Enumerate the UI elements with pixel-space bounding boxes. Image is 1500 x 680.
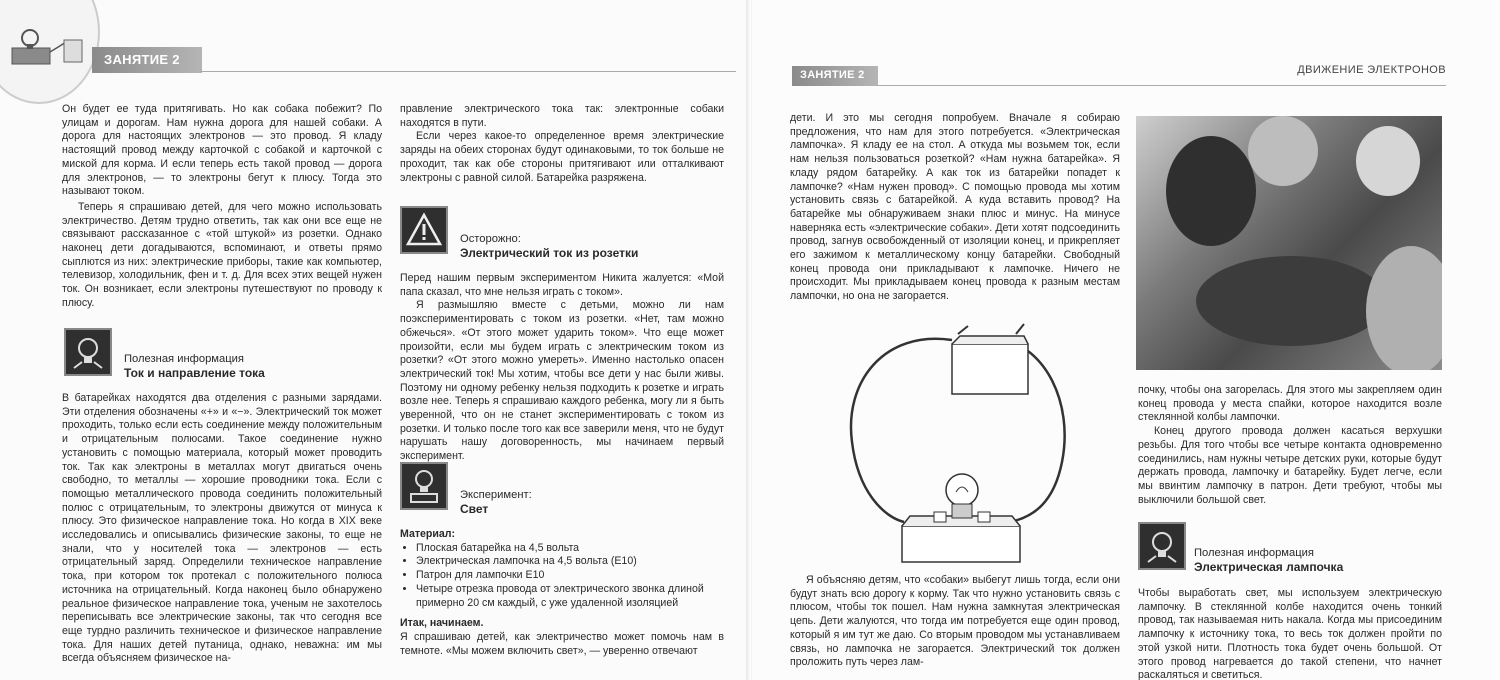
lesson-tag-band bbox=[792, 66, 878, 86]
left-column-2 bbox=[400, 103, 724, 185]
list-item: • Электрическая лампочка на 4,5 вольта (Е10) bbox=[416, 555, 724, 569]
right-column-2-cont bbox=[1138, 587, 1442, 680]
paragraph: Конец другого провода должен касаться верхушки резьбы. Для того чтобы все четыре контакта одновременно соединились, нам нужны четыре детских руки, которые будут держать провода, лампочку и батарейку. Будет легче, если мы ввинтим лампочку в патрон. Дети требуют, чтобы мы выключили большой свет. bbox=[1138, 425, 1442, 506]
paragraph: Я спрашиваю детей, как электричество может помочь нам в темноте. «Мы можем включить свет», — уверенно отвечают bbox=[400, 630, 724, 657]
right-column-1 bbox=[790, 112, 1120, 304]
right-column-2 bbox=[1138, 384, 1442, 507]
warning-heading bbox=[460, 232, 638, 261]
paragraph: Перед нашим первым экспериментом Никита жалуется: «Мой папа сказал, что мне нельзя играть с током». bbox=[400, 272, 724, 298]
paragraph: Теперь я спрашиваю детей, для чего можно использовать электричество. Детям трудно ответить, так как они все еще не связывают рассказанное с «той штукой» из розетки. Однако наконец дети догадываются, вспоминают, и ответы прямо сыплются из них: электрические приборы, такие как компьютер, телевизор, холодильник, фен и т. д. Для всех этих вещей нужен ток. Он возникает, если электроны путешествуют по проводу к плюсу. bbox=[62, 200, 382, 309]
warning-icon bbox=[400, 206, 448, 254]
info-title: Электрическая лампочка bbox=[1194, 560, 1344, 574]
right-column-1-cont bbox=[790, 574, 1120, 670]
materials-list bbox=[400, 542, 724, 611]
warning-title: Электрический ток из розетки bbox=[460, 246, 639, 260]
right-page bbox=[752, 0, 1500, 680]
paragraph: Он будет ее туда притягивать. Но как собака побежит? По улицам и дорогам. Нам нужна дорога для нашей собаки. А дорога для настоящих электронов — это провод. Я кладу настоящий провод между карточкой с собакой и карточкой с миской для корма. И если теперь есть такой провод — дорога для электронов, — то электроны бегут к плюсу. Тогда это называют током. bbox=[62, 103, 382, 198]
left-column-2-cont bbox=[400, 272, 724, 464]
info-box-heading bbox=[124, 352, 265, 381]
left-column-1 bbox=[62, 103, 382, 311]
paragraph: почку, чтобы она загорелась. Для этого мы закрепляем один конец провода у места спайки, которое находится возле стеклянной колбы лампочки. bbox=[1138, 384, 1442, 424]
experiment-title: Свет bbox=[460, 502, 489, 516]
info-title: Ток и направление тока bbox=[124, 366, 265, 380]
running-title: ДВИЖЕНИЕ ЭЛЕКТРОНОВ bbox=[1297, 64, 1446, 76]
info-bulb-icon bbox=[64, 328, 112, 376]
paragraph: Я размышляю вместе с детьми, можно ли нам поэкспериментировать с током из розетки. «Нет, там можно обжечься». «От этого может ударить током». Что еще может произойти, если мы будем играть с электрическим током из розетки? «От этого можно умереть». Именно настолько опасен электрический ток! Мы хотим, чтобы все дети у нас были живы. Поэтому ни одному ребенку нельзя подходить к розетке и играть возле нее. Теперь я спрашиваю каждого ребенка, могу ли я быть уверенной, что он не станет экспериментировать с током из розетки. И только после того как все заверили меня, что не будут нарушать нашу договоренность, мы начинаем первый эксперимент. bbox=[400, 299, 724, 463]
header-rule bbox=[878, 85, 1446, 86]
paragraph: Я объясняю детям, что «собаки» выбегут лишь тогда, если они будут знать всю дорогу к корму. Так что нужно установить связь с плюсом, чтобы ток пошел. Нам нужна замкнутая электрическая цепь. Дети жалуются, что тогда им потребуется еще один провод, который я им тут же даю. Со вторым проводом мы устанавливаем связь, но лампочка не загорается. Электрический ток должен проложить путь через лам- bbox=[790, 574, 1120, 669]
experiment-kicker: Эксперимент: bbox=[460, 489, 532, 501]
children-photo bbox=[1136, 116, 1442, 370]
list-item: • Четыре отрезка провода от электрического звонка длиной примерно 20 см каждый, с уже удаленной изоляцией bbox=[416, 583, 724, 610]
info-kicker: Полезная информация bbox=[124, 353, 244, 365]
left-page bbox=[0, 0, 748, 680]
paragraph: В батарейках находятся два отделения с разными зарядами. Эти отделения обозначены «+» и «−». Электрический ток может проходить, только если есть соединение между положительным и отрицательным полюсами. Такое соединение нужно установить с помощью материала, который может проводить ток. Так как электроны в металлах могут двигаться очень свободно, то металлы — хорошие проводники тока. Если с помощью металлического провода соединить положительный полюс с отрицательным, то электроны движутся от минуса к плюсу. Это физическое направление тока. Но когда в XIX веке исследовались и описывались физические законы, то еще не знали, что у носителей тока — электронов — есть отрицательный заряд. Определили техническое направление тока, при котором ток протекал с положительного полюса источника на отрицательный. Когда наконец было обнаружено реальное физическое направление тока, ученым не захотелось переписывать все электрические законы, так что сегодня все еще турдно различить техническое и физическое направление тока. Для наших детей путаница, однако, неважна: им мы всегда объясняем физическое на- bbox=[62, 392, 382, 665]
header-rule bbox=[200, 71, 736, 72]
lesson-header-band bbox=[92, 47, 202, 73]
materials-title: Материал: bbox=[400, 528, 456, 540]
lesson-tag: ЗАНЯТИЕ 2 bbox=[800, 69, 865, 81]
left-column-1-cont bbox=[62, 392, 382, 666]
info-box-heading bbox=[1194, 546, 1343, 575]
experiment-lamp-icon bbox=[400, 462, 448, 510]
paragraph: Чтобы выработать свет, мы используем электрическую лампочку. В стеклянной колбе находится очень тонкий провод, так называемая нить накала. Когда мы присоединим лампочку к источнику тока, то весь ток должен пройти по этой узкой нити. Плотность тока будет очень большой. От этого провод нагревается до такой степени, что начнет раскаляться и светиться. bbox=[1138, 587, 1442, 680]
list-item: • Патрон для лампочки Е10 bbox=[416, 569, 724, 583]
battery-bulb-icon bbox=[8, 22, 88, 72]
info-bulb-icon bbox=[1138, 522, 1186, 570]
info-kicker: Полезная информация bbox=[1194, 547, 1314, 559]
lesson-header: ЗАНЯТИЕ 2 bbox=[104, 52, 180, 67]
paragraph: Если через какое-то определенное время электрические заряды на обеих сторонах будут одинаковыми, то ток больше не проходит, так как обе стороны притягивают или отталкивают электроны с равной силой. Батарейка разряжена. bbox=[400, 130, 724, 184]
circuit-illustration bbox=[844, 322, 1070, 568]
experiment-heading bbox=[460, 488, 532, 517]
list-item: • Плоская батарейка на 4,5 вольта bbox=[416, 542, 724, 556]
paragraph: дети. И это мы сегодня попробуем. Вначале я собираю предложения, что нам для этого потребуется. «Электрическая лампочка». Я кладу ее на стол. А откуда мы возьмем ток, если нам нельзя пользоваться розеткой? «Нам нужна батарейка». Я кладу рядом батарейку. А как ток из батарейки попадет к лампочке? «Нам нужен провод». С помощью провода мы хотим установить связь с батарейкой. А куда вставить провод? На батарейке мы обнаруживаем знаки плюс и минус. На минусе наверняка есть «электрические собаки». Дети хотят подсоединить провод, загнув освобожденный от изоляции конец, и прикрепляет его зажимом к металлическому концу батарейки. Свободный конец провода они прикладывают к лампочке. Ничего не происходит. Мы прикладываем конец провода к разным местам лампочки, но она не загорается. bbox=[790, 112, 1120, 303]
materials-block bbox=[400, 528, 724, 658]
paragraph: правление электрического тока так: электронные собаки находятся в пути. bbox=[400, 103, 724, 129]
start-title: Итак, начинаем. bbox=[400, 617, 484, 630]
warning-kicker: Осторожно: bbox=[460, 233, 521, 245]
